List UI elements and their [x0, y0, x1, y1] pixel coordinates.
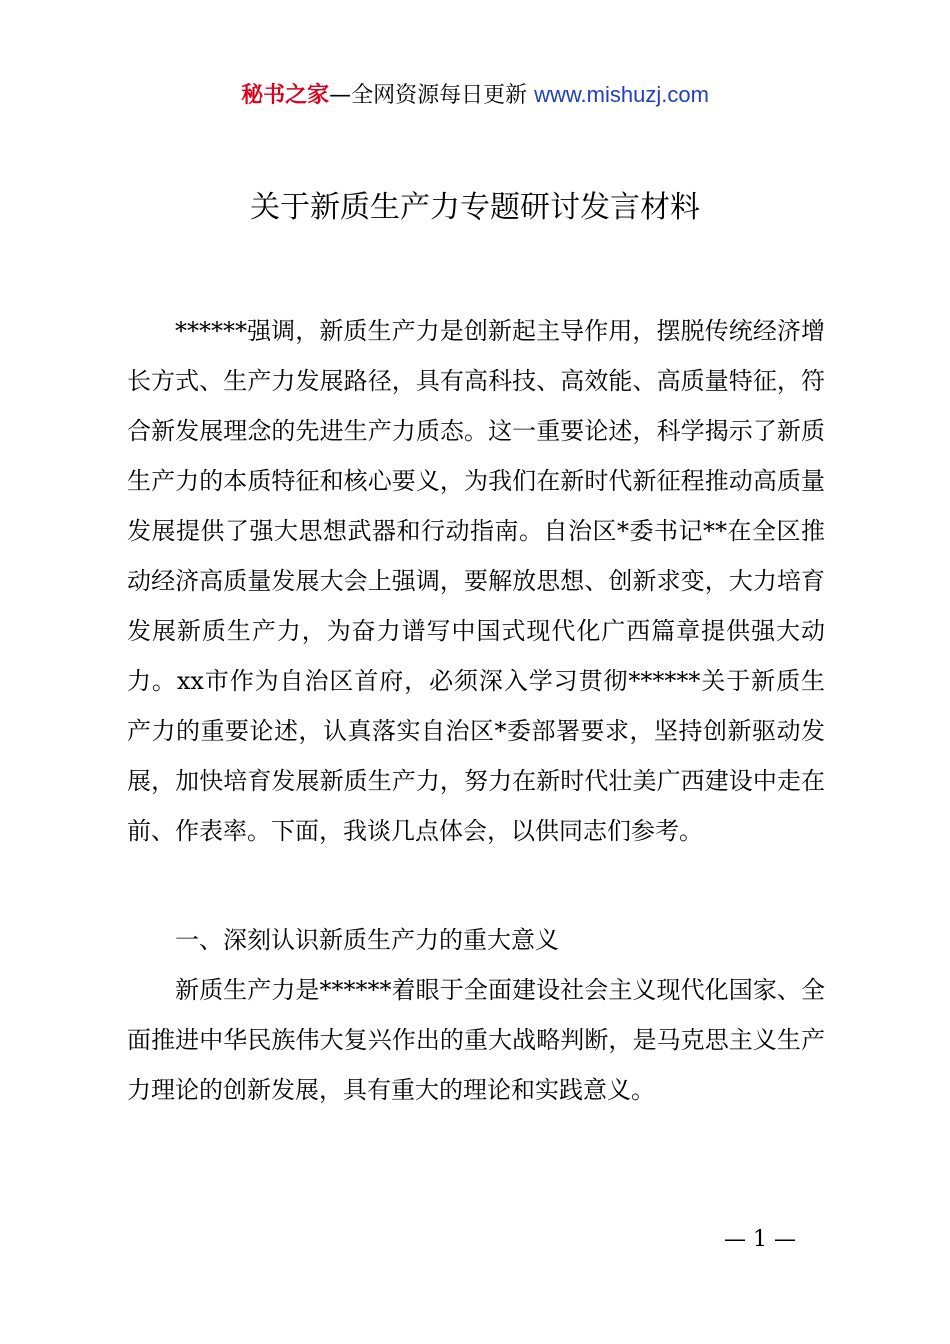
- body-paragraph: ******强调，新质生产力是创新起主导作用，摆脱传统经济增长方式、生产力发展路径，具有高科技、高效能、高质量特征，符合新发展理念的先进生产力质态。这一重要论述，科学揭示了新质生产力的本质特征和核心要义，为我们在新时代新征程推动高质量发展提供了强大思想武器和行动指南。自治区*委书记**在全区推动经济高质量发展大会上强调，要解放思想、创新求变，大力培育发展新质生产力，为奋力谱写中国式现代化广西篇章提供强大动力。xx市作为自治区首府，必须深入学习贯彻******关于新质生产力的重要论述，认真落实自治区*委部署要求，坚持创新驱动发展，加快培育发展新质生产力，努力在新时代壮美广西建设中走在前、作表率。下面，我谈几点体会，以供同志们参考。: [127, 317, 825, 845]
- brand-name: 秘书之家: [241, 83, 330, 108]
- page-number: — 1 —: [724, 1227, 796, 1252]
- site-url-link[interactable]: www.mishuzj.com: [534, 82, 709, 107]
- document-title: 关于新质生产力专题研讨发言材料: [250, 190, 700, 225]
- header-banner: [0, 80, 950, 111]
- header-tagline: —全网资源每日更新: [329, 83, 535, 108]
- section-heading: 一、深刻认识新质生产力的重大意义: [175, 926, 559, 954]
- section-paragraph: 新质生产力是******着眼于全面建设社会主义现代化国家、全面推进中华民族伟大复兴作出的重大战略判断，是马克思主义生产力理论的创新发展，具有重大的理论和实践意义。: [127, 976, 825, 1104]
